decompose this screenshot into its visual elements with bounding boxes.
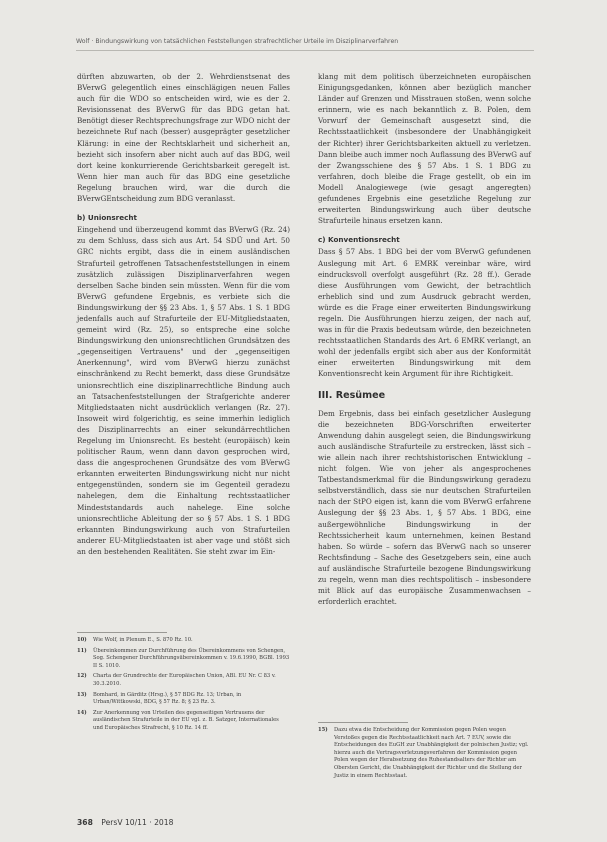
footnote-text: Zur Anerkennung von Urteilen des gegenseitigen Vertrauens der ausländischen Strafurteile in der EU vgl. z. B. Satzger, Internationales und Europäisches Strafrecht, § 10 Rz. 14 ff. [93,709,279,731]
footnote-number: 12) [77,673,87,680]
footnote [77,673,290,688]
journal-reference: PersV 10/11 · 2018 [101,818,174,827]
right-column [318,71,531,607]
footnote-number: 15) [318,727,328,733]
footnote-rule [77,632,167,633]
footnote [318,727,531,780]
paragraph: Dem Ergebnis, dass bei einfach gesetzlicher Auslegung die bezeichneten BDG-Vorschriften erweiterter Anwendung dahin ausgelegt seien, die Bindungswirkung auch ausländische Strafurteile zu erstrecken, lässt sich – wie allein nach ihrer rechtshistorischen Entwicklung – nicht folgen. Wie von jeher als angesprochenes Tatbestandsmerkmal für die Bindungswirkung geradezu selbstverständlich, dass sie nur deutschen Strafurteilen nach der StPO eigen ist, kann die vom BVerwG erfahrene Auslegung der §§ 23 Abs. 1, § 57 Abs. 1 BDG, eine außergewöhnliche Bindungswirkung in der Rechtssicherheit kaum unternehmen, keinen Bestand haben. So würde – sofern das BVerwG nach so unserer Rechtsfindung – Sache des Gesetzgebers sein, eine auch auf ausländische Strafurteile bezogene Bindungswirkung zu regeln, wenn man dies rechtspolitisch – insbesondere mit Blick auf das europäische Zusammenwachsen – erforderlich erachtet. [318,408,531,607]
subheading-unionsrecht: b) Unionsrecht [77,213,137,223]
footnote [77,648,290,671]
footnote-text: Bomhard, in Gärditz (Hrsg.), § 57 BDG Rz. 13; Urban, in Urban/Wittkowski, BDG, § 57 Rz. 8; § 23 Rz. 3. [93,691,242,706]
page-footer [77,818,173,827]
footnote-number: 13) [77,691,87,698]
footnote-number: 10) [77,637,87,643]
subheading-konventionsrecht: c) Konventionsrecht [318,235,400,245]
paragraph: Dass § 57 Abs. 1 BDG bei der vom BVerwG gefundenen Auslegung mit Art. 6 EMRK vereinbar wäre, wird eindrucksvoll overfolgt ausgeführt (Rz. 28 ff.). Gerade diese Ausführungen vom Gewicht, der betrachtlich erheblich sind und zum Ausdruck gebracht werden, würde es die Frage einer erweiterten Bindungswirkung regeln. Die Ausführungen hierzu zeigen, der nach auf, was in für die Praxis bedeutsam würde, den bezeichneten rechtsstaatlichen Standards des Art. 6 EMRK verlangt, an wohl der jedenfalls ergibt sich aber aus der Konformität einer erweiterten Bindungswirkung mit dem Konventionsrecht kein Argument für ihre Richtigkeit. [318,247,531,379]
page-number: 368 [77,818,93,827]
footnote [77,710,290,733]
footnote-number: 14) [77,709,87,716]
paragraph: Eingehend und überzeugend kommt das BVerwG (Rz. 24) zu dem Schluss, dass sich aus Art. 54 SDÜ und Art. 50 GRC nichts ergibt, dass die in einem ausländischen Strafurteil getroffenen Tatsachenfeststellungen in einem zusätzlich zulässigen Disziplinarverfahren wegen derselben Sache binden sein müssten. Wenn für die vom BVerwG gefundene Ergebnis, es verbiete sich die Bindungswirkung der §§ 23 Abs. 1, § 57 Abs. 1 S. 1 BDG jedenfalls auch auf Strafurteile der EU-Mitgliedstaaten, gemeint wird (Rz. 25), so entspreche eine solche Bindungswirkung den unionsrechtlichen Grundsätzen des „gegenseitigen Vertrauens" und der „gegenseitigen Anerkennung", wird vom BVerwG hierzu zunächst einschränkend zu Recht bemerkt, dass diese Grundsätze unionsrechtlich eine disziplinarrechtliche Bindung auch an Tatsachenfeststellungen der Strafgerichte anderer Mitgliedstaaten nicht ausdrücklich verlangen (Rz. 27). Insoweit wird folgerichtig, es seine immerhin lediglich des Disziplinarrechts an einer sekundärrechtlichen Regelung im Unionsrecht. Es besteht (europäisch) kein politischer Raum, wenn dann davon gesprochen wird, dass die angesprochenen Grundsätze des vom BVerwG erkannten erweiterten Bindungswirkung nicht nur nicht entgegenstünden, sondern sie im Gegenteil geradezu nahelegen, dem die Einhaltung rechtsstaatlicher Mindeststandards auch nahelege. Eine solche unionsrechtliche Ableitung der so § 57 Abs. 1 S. 1 BDG erkannten Bindungswirkung auch von Strafurteilen anderer EU-Mitgliedstaaten ist aber vage und stößt sich an den bestehenden Realitäten. Sie steht zwar im Ein- [77,225,290,556]
section-heading-resuemee: III. Resümee [318,389,386,401]
footnote-text: Dazu etwa die Entscheidung der Kommission gegen Polen wegen Verstoßes gegen die Rechtsstaatlichkeit nach Art. 7 EUV, sowie die Entscheidungen des EuGH zur Unabhängigkeit der polnischen Justiz; vgl. hierzu auch die Vertragsverletzungsverfahren der Kommission gegen Polen wegen der Herabsetzung des Ruhestandsalters der Richter am Obersten Gericht, die Unabhängigkeit der Richter und die Stellung der Justiz in einem Rechtsstaat. [334,727,529,779]
footnote-text: Charta der Grundrechte der Europäischen Union, ABl. EU Nr. C 83 v. 30.3.2010. [93,673,276,687]
left-column [77,71,290,557]
paragraph: dürften abzuwarten, ob der 2. Wehrdienstsenat des BVerwG gelegentlich eines einschlägigen neuen Falles auch für die WDO so entscheiden wird, wie es der 2. Revisionssenat des BVerwG für das BDG getan hat. Benötigt dieser Rechtsprechungsfrage zur WDO nicht der bezeichnete Ruf nach (besser) ausgeprägter gesetzlicher Klärung: in eine der Rechtsklarheit und sicherheit an, bezieht sich insofern aber nicht auch auf das BDG, weil dort keine konkurrierende Gerichtsbarkeit geregelt ist. Wenn hier man auch für das BDG eine gesetzliche Regelung brauchen wird, war die durch die BVerwGEntscheidung zum BDG veranlasst. [77,72,290,204]
footnote-number: 11) [77,647,87,654]
footnotes-left [77,637,290,736]
footnote-text: Wie Wolf, in Plenum E., S. 870 Rz. 10. [93,637,193,643]
paragraph: klang mit dem politisch überzeichneten europäischen Einigungsgedanken, können aber bezüglich mancher Länder auf Grenzen und Misstrauen stoßen, wenn solche erinnern, wie es nach bekanntlich z. B. Polen, dem Vorwurf der Gemeinschaft ausgesetzt sind, die Rechtsstaatlichkeit (insbesondere der Unabhängigkeit der Richter) ihrer Gerichtsbarkeiten aktuell zu verletzen. Dann bleibe auch immer noch Auflassung des BVerwG auf der Zwangsschiene des § 57 Abs. 1 S. 1 BDG zu verfahren, doch bleibe die Frage gestellt, ob ein im Modell Analogiewege (wie gesagt angeregten) gefundenes Ergebnis eine gesetzliche Regelung zur erweiterten Bindungswirkung auch über deutsche Strafurteile hinaus ersetzen kann. [318,72,531,226]
footnote [77,637,290,645]
running-head: Wolf · Bindungswirkung von tatsächlichen Feststellungen strafrechtlicher Urteile im Disziplinarverfahren [76,38,399,45]
footnote [77,692,290,707]
header-rule [76,50,534,51]
footnotes-right [318,727,531,783]
footnote-rule [318,722,408,723]
footnote-text: Übereinkommen zur Durchführung des Übereinkommens von Schengen, Sog. Schengener Durchführungsübereinkommen v. 19.6.1990, BGBl. 1993 II S. 1010. [93,647,290,669]
